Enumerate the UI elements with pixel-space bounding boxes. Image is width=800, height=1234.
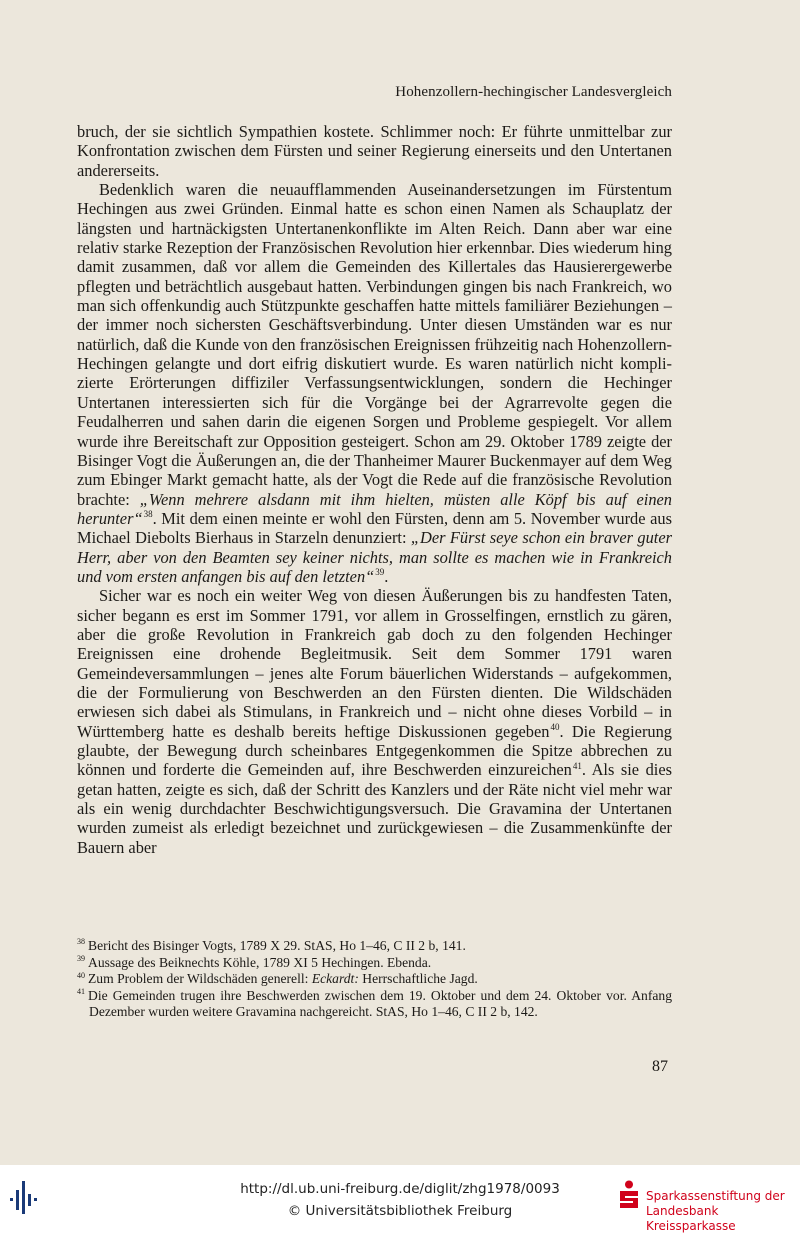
sparkasse-logo-icon[interactable] [617,1180,641,1210]
permalink-url[interactable]: http://dl.ub.uni-freiburg.de/diglit/zhg1978/0093 [240,1181,560,1197]
footnote-38: $^{38}$ Bericht des Bisinger Vogts, 1789 X 29. StAS, Ho 1–46, C II 2 b, 141. [77,937,466,953]
footnote-ref-38[interactable]: 38 [143,509,153,520]
quote-starzeln: „Der Fürst seye schon ein braver guter Herr, aber von den Beamten sey keiner nichts, man sollte es machen wie in Frankreich und vom ersten anfangen bis auf den letzten“ [77,528,672,586]
sponsor-text: Sparkassenstiftung der Landesbank Kreissparkasse [646,1189,785,1233]
paragraph-1: bruch, der sie sichtlich Sympathien kostete. Schlimmer noch: Er führte unmittelbar zur Konfrontation zwischen dem Fürsten und seiner Regierung einerseits und den Untertanen andererseits. [77,122,672,180]
footnote-ref-39[interactable]: 39 [375,567,385,578]
paragraph-2: Bedenklich waren die neuaufflammenden Auseinandersetzungen im Fürstentum Hechingen aus zwei Gründen. Einmal hatte es schon einen Namen als Schauplatz der längsten und hartnäckigsten Untertanenkonflikte im Alten Reich. Dann aber war eine relativ starke Rezeption der Französischen Revolution hier erkennbar. Dies wiederum hing damit zusammen, daß vor allem die Gemeinden des Killertales das Hausierergewerbe pflegten und beträchtlich ausgebaut hatten. Verbindungen gingen bis nach Frankreich, wo man sich offenkundig auch Stützpunkte geschaffen hatte mittels familiärer Beziehungen – der immer noch sichersten Geschäftsverbindung. Unter diesen Umständen war es nur natürlich, daß die Kunde von den französischen Ereignissen frühzeitig nach Hohenzollern-Hechingen gelangte und dort eifrig diskutiert wurde. Es waren natürlich nicht komplizierte Erörterungen diffiziler Verfassungsentwicklungen, sondern die Hechinger Untertanen interessierten sich für die Vorgänge bei der Agrarrevolte gegen die Feudalherren und sahen darin die eigenen Sorgen und Probleme gespiegelt. Vor allem wurde ihre Bereitschaft zur Opposition gesteigert. Schon am 29. Oktober 1789 zeigte der Bisinger Vogt die Äußerungen an, die der Thanheimer Maurer Buckenmayer auf dem Weg zum Ebinger Markt gemacht hatte, als der Vogt die Rede auf die französische Revolution brachte: „Wenn mehrere alsdann mit ihm hielten, müsten alle Köpf bis auf einen herunter“$^{38}$. Mit dem einen meinte er wohl den Fürsten, denn am 5. November wurde aus Michael Diebolts Bierhaus in Starzeln denunziert: „Der Fürst seye schon ein braver guter Herr, aber von den Beamten sey keiner nichts, man sollte es machen wie in Frankreich und vom ersten anfangen bis auf den letzten“$^{39}$. [77,180,672,586]
university-library-logo-icon[interactable] [10,1178,44,1214]
quote-buckenmayer: „Wenn mehrere alsdann mit ihm hielten, müsten alle Köpf bis auf einen herunter“ [77,489,672,528]
footnote-41: $^{41}$ Die Gemeinden trugen ihre Beschwerden zwischen dem 19. Oktober und dem 24. Oktober vor. Anfang Dezember wurden weitere Gravamina nachgereicht. StAS, Ho 1–46, C II 2 b, 142. [77,987,672,1020]
running-head: Hohenzollern-hechingischer Landesvergleich [395,84,672,100]
footnote-40: $^{40}$ Zum Problem der Wildschäden generell: Eckardt: Herrschaftliche Jagd. [77,970,478,987]
footnote-ref-40[interactable]: 40 [550,722,560,733]
paragraph-3: Sicher war es noch ein weiter Weg von diesen Äußerungen bis zu handfesten Taten, sicher begann es erst im Sommer 1791, vor allem in Grosselfingen, ernstlich zu gären, aber die große Revolution in Frankreich gab doch zu den folgenden Hechinger Ereignissen eine drohende Begleitmusik. Seit dem Sommer 1791 waren Gemeindeversammlungen – jenes alte Forum bäuerlichen Widerstands – aufgekommen, die der Formulierung von Beschwerden an den Fürsten dienten. Die Wildschäden erwiesen sich dabei als Stimulans, in Frankreich und – nicht ohne dieses Vorbild – in Württemberg hatte es deshalb bereits heftige Diskussionen gegeben$^{40}$. Die Regierung glaubte, der Bewegung durch scheinbares Entgegenkommen die Spitze abbrechen zu können und forderte die Gemeinden auf, ihre Beschwerden einzureichen$^{41}$. Als sie dies getan hatten, zeigte es sich, daß der Schritt des Kanzlers und der Räte nicht viel mehr war als ein wenig durchdachter Beschwichtigungsversuch. Die Gravamina der Untertanen wurden zumeist als erledigt bezeichnet und zurückgewiesen – die Zusammenkünfte der Bauern aber [77,586,673,857]
footnote-ref-41[interactable]: 41 [572,760,582,771]
footnote-39: $^{39}$ Aussage des Beiknechts Köhle, 1789 XI 5 Hechingen. Ebenda. [77,954,432,970]
body-text [77,122,672,857]
copyright-notice: © Universitätsbibliothek Freiburg [287,1203,513,1219]
page-number: 87 [652,1058,668,1075]
footnotes [77,938,672,1021]
